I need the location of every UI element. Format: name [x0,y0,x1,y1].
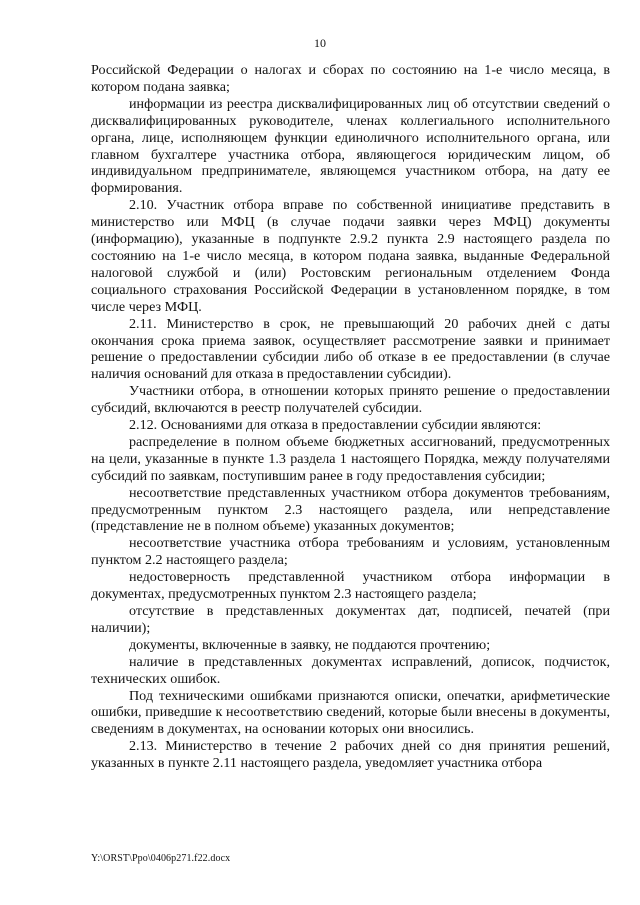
paragraph: документы, включенные в заявку, не поддаются прочтению; [129,636,491,653]
paragraph: 2.10. Участник отбора вправе по собственной инициативе представить в министерство или МФЦ (в случае подачи заявки через МФЦ) документы (информацию), указанные в подпункте 2.9.2 пункта 2.9 настоящего раздела по состоянию на 1-е число месяца, в котором подана заявка, выданные Федеральной налоговой службой и (или) Ростовским региональным отделением Фонда социального страхования Российской Федерации в установленном порядке, в том числе через МФЦ. [91,197,610,315]
footer-file-path: Y:\ORST\Ppo\0406p271.f22.docx [91,853,231,864]
paragraph: отсутствие в представленных документах дат, подписей, печатей (при наличии); [91,603,610,636]
paragraph: 2.12. Основаниями для отказа в предоставлении субсидии являются: [129,417,542,434]
paragraph: Российской Федерации о налогах и сборах по состоянию на 1-е число месяца, в котором подана заявка; [91,62,610,95]
paragraph: Под техническими ошибками признаются описки, опечатки, арифметические ошибки, приведшие к несоответствию сведений, которые были внесены в документы, сведениям в документах, на основании которых они вносились. [91,687,610,738]
page-number: 10 [314,36,326,50]
paragraph: 2.13. Министерство в течение 2 рабочих дней со дня принятия решений, указанных в пункте 2.11 настоящего раздела, уведомляет участника отбора [91,738,610,772]
paragraph: 2.11. Министерство в срок, не превышающий 20 рабочих дней с даты окончания срока приема заявок, осуществляет рассмотрение заявки и принимает решение о предоставлении субсидии либо об отказе в ее предоставлении (в случае наличия оснований для отказа в предоставлении субсидии). [91,315,610,383]
paragraph: несоответствие представленных участником отбора документов требованиям, предусмотренным пунктом 2.3 настоящего раздела, или непредставление (представление не в полном объеме) указанных документов; [91,484,610,535]
paragraph: информации из реестра дисквалифицированных лиц об отсутствии сведений о дисквалифицированных руководителе, членах коллегиального исполнительного органа, лице, исполняющем функции единоличного исполнительного органа, или главном бухгалтере участника отбора, являющегося юридическим лицом, об индивидуальном предпринимателе, являющемся участником отбора, на дату ее формирования. [91,95,610,197]
paragraph: Участники отбора, в отношении которых принято решение о предоставлении субсидий, включаются в реестр получателей субсидии. [91,383,610,417]
paragraph: наличие в представленных документах исправлений, дописок, подчисток, технических ошибок. [91,653,610,687]
paragraph: распределение в полном объеме бюджетных ассигнований, предусмотренных на цели, указанные в пункте 1.3 раздела 1 настоящего Порядка, между получателями субсидий по заявкам, поступившим ранее в году предоставления субсидии; [91,433,610,484]
paragraph: недостоверность представленной участником отбора информации в документах, предусмотренных пунктом 2.3 настоящего раздела; [91,569,610,603]
document-body [91,62,610,772]
paragraph: несоответствие участника отбора требованиям и условиям, установленным пунктом 2.2 настоящего раздела; [91,535,610,569]
